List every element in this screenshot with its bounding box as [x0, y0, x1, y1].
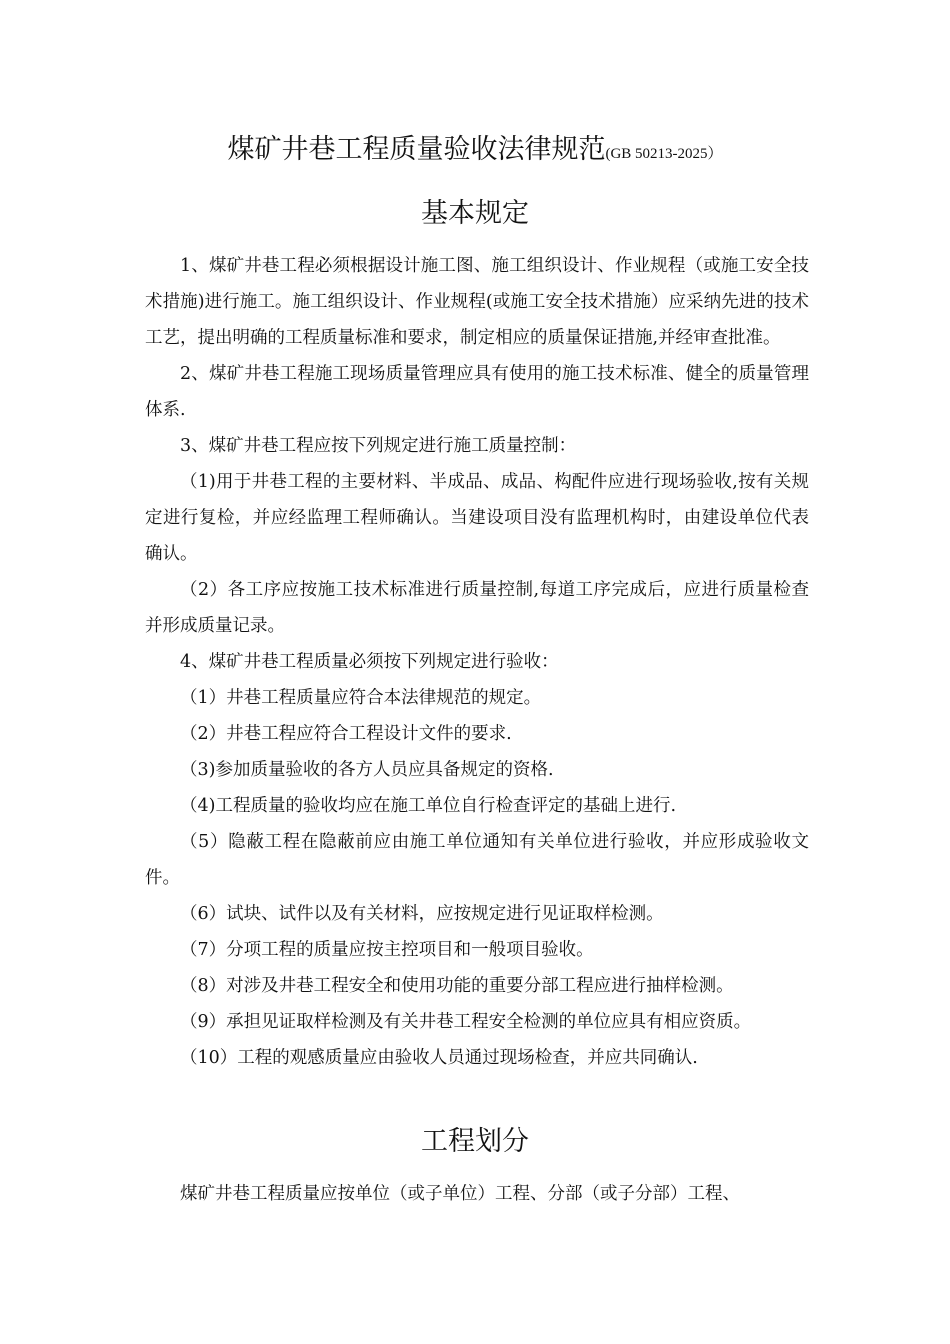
paragraph: （4)工程质量的验收均应在施工单位自行检查评定的基础上进行. [180, 796, 677, 816]
paragraph: （7）分项工程的质量应按主控项目和一般项目验收。 [180, 940, 594, 960]
paragraph: （1)用于井巷工程的主要材料、半成品、成品、构配件应进行现场验收,按有关规定进行复检，并应经监理工程师确认。当建设项目没有监理机构时，由建设单位代表确认。 [145, 472, 809, 564]
paragraph: （2）井巷工程应符合工程设计文件的要求. [180, 724, 512, 744]
paragraph: （1）井巷工程质量应符合本法律规范的规定。 [180, 688, 542, 708]
paragraph: （9）承担见证取样检测及有关井巷工程安全检测的单位应具有相应资质。 [180, 1012, 752, 1032]
paragraph: 2、煤矿井巷工程施工现场质量管理应具有使用的施工技术标准、健全的质量管理体系. [145, 364, 809, 420]
section-body-basic-rules [145, 248, 809, 1076]
paragraph: （3)参加质量验收的各方人员应具备规定的资格. [180, 760, 554, 780]
section-body-project-division [145, 1176, 809, 1212]
document-title [0, 130, 950, 174]
paragraph: （5）隐蔽工程在隐蔽前应由施工单位通知有关单位进行验收，并应形成验收文件。 [145, 832, 809, 888]
paragraph: 3、煤矿井巷工程应按下列规定进行施工质量控制： [180, 436, 577, 456]
title-text: 煤矿井巷工程质量验收法律规范 [227, 134, 606, 165]
paragraph: 煤矿井巷工程质量应按单位（或子单位）工程、分部（或子分部）工程、 [180, 1184, 740, 1204]
paragraph: （10）工程的观感质量应由验收人员通过现场检查，并应共同确认. [180, 1048, 698, 1068]
standard-code: (GB 50213-2025） [605, 146, 723, 162]
paragraph: （2）各工序应按施工技术标准进行质量控制,每道工序完成后，应进行质量检查并形成质量记录。 [145, 580, 809, 636]
paragraph: 1、煤矿井巷工程必须根据设计施工图、施工组织设计、作业规程（或施工安全技术措施)进行施工。施工组织设计、作业规程(或施工安全技术措施）应采纳先进的技术工艺，提出明确的工程质量标准和要求，制定相应的质量保证措施,并经审查批准。 [145, 256, 809, 348]
paragraph: （6）试块、试件以及有关材料，应按规定进行见证取样检测。 [180, 904, 664, 924]
paragraph: （8）对涉及井巷工程安全和使用功能的重要分部工程应进行抽样检测。 [180, 976, 734, 996]
paragraph: 4、煤矿井巷工程质量必须按下列规定进行验收： [180, 652, 559, 672]
section-heading-project-division: 工程划分 [421, 1126, 529, 1157]
section-heading-basic-rules: 基本规定 [421, 198, 529, 229]
